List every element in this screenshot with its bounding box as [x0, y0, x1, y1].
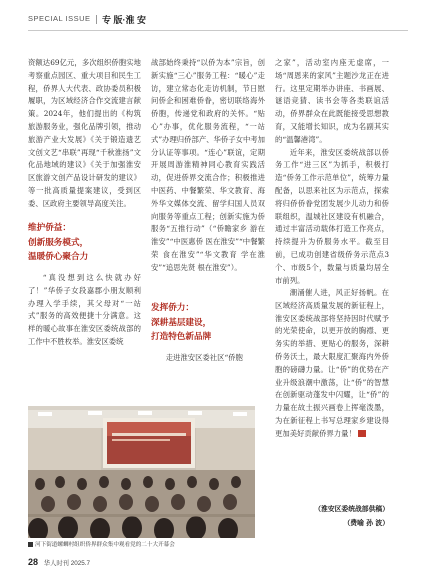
subtitle-1-line-3: 温暖侨心聚合力 — [28, 252, 89, 262]
col3-paragraph-1: 之家”，活动室内座无虚席，一场“周恩来的家风”主题沙龙正在进行。这里定期举办讲座、书画展、谜语竞猜、读书会等各类联谊活动，侨界群众在此既能接受思想教育，又能增长知识，成为名副其实的“温馨港湾”。 — [275, 58, 389, 144]
subtitle-leverage-strength — [151, 301, 265, 345]
column-1-top — [28, 57, 141, 211]
col1-paragraph-1: 资额达69亿元，多次组织侨胞实地考察重点园区、重大项目和民生工程，侨界人大代表、政协委员积极履职，为区域经济合作交流建言献策。2024年，他们提出的《构筑旅游服务业，强化品牌引领，推动旅游产业大发展》《关于锻造遗艺文创文艺“串联”再现“千秋淮扬”文化品地域的建议》《关于加强淮安区旅游文创产品设计研发的建议》等一批高质量提案建议，受到区委、区政府主要领导高度关注。 — [28, 58, 141, 208]
col1-paragraph-2: “真没想到这么快就办好了！”华侨子女段嘉郡小朋友顺利办理入学手续，其父母对“一站式”服务的高效便捷十分满意。这样的暖心故事在淮安区委统战部的工作中不胜枚举。淮安区委统 — [28, 273, 141, 346]
event-photo — [28, 406, 255, 538]
subtitle-1-line-1: 维护侨益： — [28, 223, 71, 233]
audience-viewing-scene — [28, 406, 255, 538]
column-2-bottom — [151, 352, 265, 365]
end-mark-icon — [358, 430, 366, 437]
subtitle-1-line-2: 创新服务模式， — [28, 237, 89, 248]
subtitle-2-line-3: 打造特色新品牌 — [151, 332, 212, 342]
column-3-closing — [275, 287, 389, 441]
page-footer — [28, 557, 90, 567]
column-3-top — [275, 57, 389, 287]
col3-paragraph-3: 潮涌催人进，风正好扬帆。在区域经济高质量发展的新征程上，淮安区委统战部将坚持因时代赋予的光荣使命，以更开放的胸襟、更务实的举措、更贴心的服务，深耕侨务沃土，最大限度汇聚海内外侨胞的磅礴力量。让“侨”的优势在产业升级浪潮中激荡，让“侨”的智慧在创新驱动蓬发中闪耀，让“侨”的力量在故土振兴画卷上挥毫泼墨，为在新征程上书写总理家乡建设得更加美好贡献侨界力量！ — [275, 288, 389, 438]
column-1-bottom — [28, 272, 141, 349]
special-issue-label: SPECIAL ISSUE — [28, 14, 91, 23]
page-header — [28, 12, 408, 32]
header-divider — [96, 15, 97, 24]
page-number: 28 — [28, 557, 39, 567]
article-author: （费喻 孙 波） — [343, 519, 389, 527]
magazine-title: 华人时刊 2025.7 — [43, 560, 90, 567]
column-2 — [151, 57, 265, 275]
subtitle-2-line-1: 发挥侨力： — [151, 303, 194, 313]
issue-title: 专 版·淮 安 — [102, 15, 146, 25]
caption-square-icon — [28, 542, 33, 547]
article-source: （淮安区委统战部供稿） — [314, 505, 389, 513]
photo-caption: 河下街道螺蛳村组织侨界群众集中观看党的二十大开幕会 — [28, 540, 268, 548]
col3-paragraph-2: 近年来，淮安区委统战部以侨务工作“进三区”为抓手，积极打造“侨务工作示范单位”，统筹力量配备，以思来社区为示范点，探索将归侨侨眷党团发展少儿动力和侨联组织，温城社区建设有机融合，通过丰富活动载体打造工作亮点，持续提升为侨服务水平。截至目前，已成功创建省级侨务示范点3个、市级5个，数量与质量均居全市前列。 — [275, 147, 389, 285]
header-rule — [28, 30, 408, 31]
subtitle-protect-interests — [28, 221, 141, 265]
subtitle-2-line-2: 深耕基层建设， — [151, 317, 212, 328]
col2-paragraph-2: 走进淮安区委社区“侨胞 — [165, 353, 243, 362]
col2-paragraph-1: 战部始终秉持“以侨为本”宗旨，创新实施“三心”服务工程：“暖心”走访，建立常态化走访机制，节日慰问侨企和困难侨眷，密切联络海外侨胞，传递党和政府的关怀。“贴心”办事，优化服务流程，“一站式”办理归侨部产、华侨子女中考加分认证等事项。“连心”联谊，定期开展周游淮精神同心教育实践活动，促进侨界交流合作；积极推进中医药、中餐繁荣、华文教育、海外华文媒体交流、留学归国人员双向服务等重点工程；创新实施为侨服务“五推行动”（“侨瞻家乡 游在淮安”“中医惠侨 医在淮安”“中餐繁荣 食在淮安”“华文教育 学在淮安”“追思先贤 根在淮安”）。 — [151, 58, 265, 272]
